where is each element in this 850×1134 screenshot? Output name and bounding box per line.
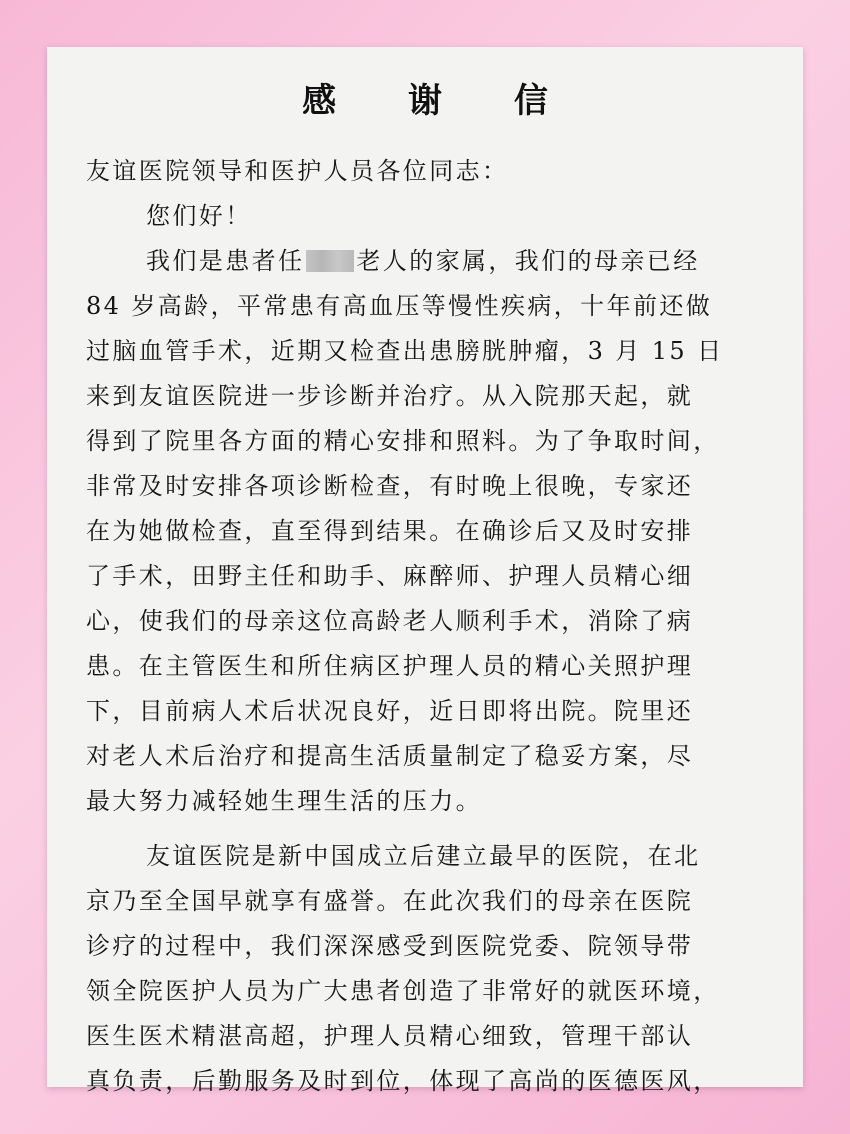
paragraph-1-line: 心，使我们的母亲这位高龄老人顺利手术，消除了病 [86, 607, 694, 635]
paragraph-1-text-b: 老人的家属，我们的母亲已经 [356, 247, 700, 275]
paragraph-1-line: 来到友谊医院进一步诊断并治疗。从入院那天起，就 [86, 382, 694, 410]
paragraph-1-line: 在为她做检查，直至得到结果。在确诊后又及时安排 [86, 517, 694, 545]
paragraph-2-line: 友谊医院是新中国成立后建立最早的医院，在北 [146, 842, 701, 870]
paragraph-1-text-a: 我们是患者任 [146, 247, 305, 275]
salutation: 友谊医院领导和医护人员各位同志： [86, 157, 509, 185]
paragraph-2-line: 领全院医护人员为广大患者创造了非常好的就医环境， [86, 977, 720, 1005]
letter-body [86, 149, 766, 1104]
paragraph-1-line: 过脑血管手术，近期又检查出患膀胱肿瘤，3 月 15 日 [86, 337, 724, 365]
paragraph-1-line: 患。在主管医生和所住病区护理人员的精心关照护理 [86, 652, 694, 680]
paragraph-2-line: 医生医术精湛高超，护理人员精心细致，管理干部认 [86, 1022, 694, 1050]
redacted-name-block [306, 250, 354, 272]
letter-paper [47, 47, 803, 1095]
paragraph-1-line-1 [86, 239, 766, 284]
paragraph-1-line: 得到了院里各方面的精心安排和照料。为了争取时间， [86, 427, 720, 455]
paragraph-1-line: 了手术，田野主任和助手、麻醉师、护理人员精心细 [86, 562, 694, 590]
paragraph-1-line: 非常及时安排各项诊断检查，有时晚上很晚，专家还 [86, 472, 694, 500]
paragraph-2-line: 京乃至全国早就享有盛誉。在此次我们的母亲在医院 [86, 887, 694, 915]
paragraph-gap [86, 824, 766, 834]
paragraph-2-line: 诊疗的过程中，我们深深感受到医院党委、院领导带 [86, 932, 694, 960]
paragraph-1-line: 下，目前病人术后状况良好，近日即将出院。院里还 [86, 697, 694, 725]
paragraph-1-line: 84 岁高龄，平常患有高血压等慢性疾病，十年前还做 [86, 292, 713, 320]
paragraph-1-line: 最大努力减轻她生理生活的压力。 [86, 787, 482, 815]
letter-title: 感 谢 信 [302, 81, 578, 121]
paragraph-2-line: 真负责，后勤服务及时到位，体现了高尚的医德医风， [86, 1067, 720, 1095]
greeting: 您们好！ [146, 202, 252, 230]
paragraph-1-line: 对老人术后治疗和提高生活质量制定了稳妥方案，尽 [86, 742, 694, 770]
